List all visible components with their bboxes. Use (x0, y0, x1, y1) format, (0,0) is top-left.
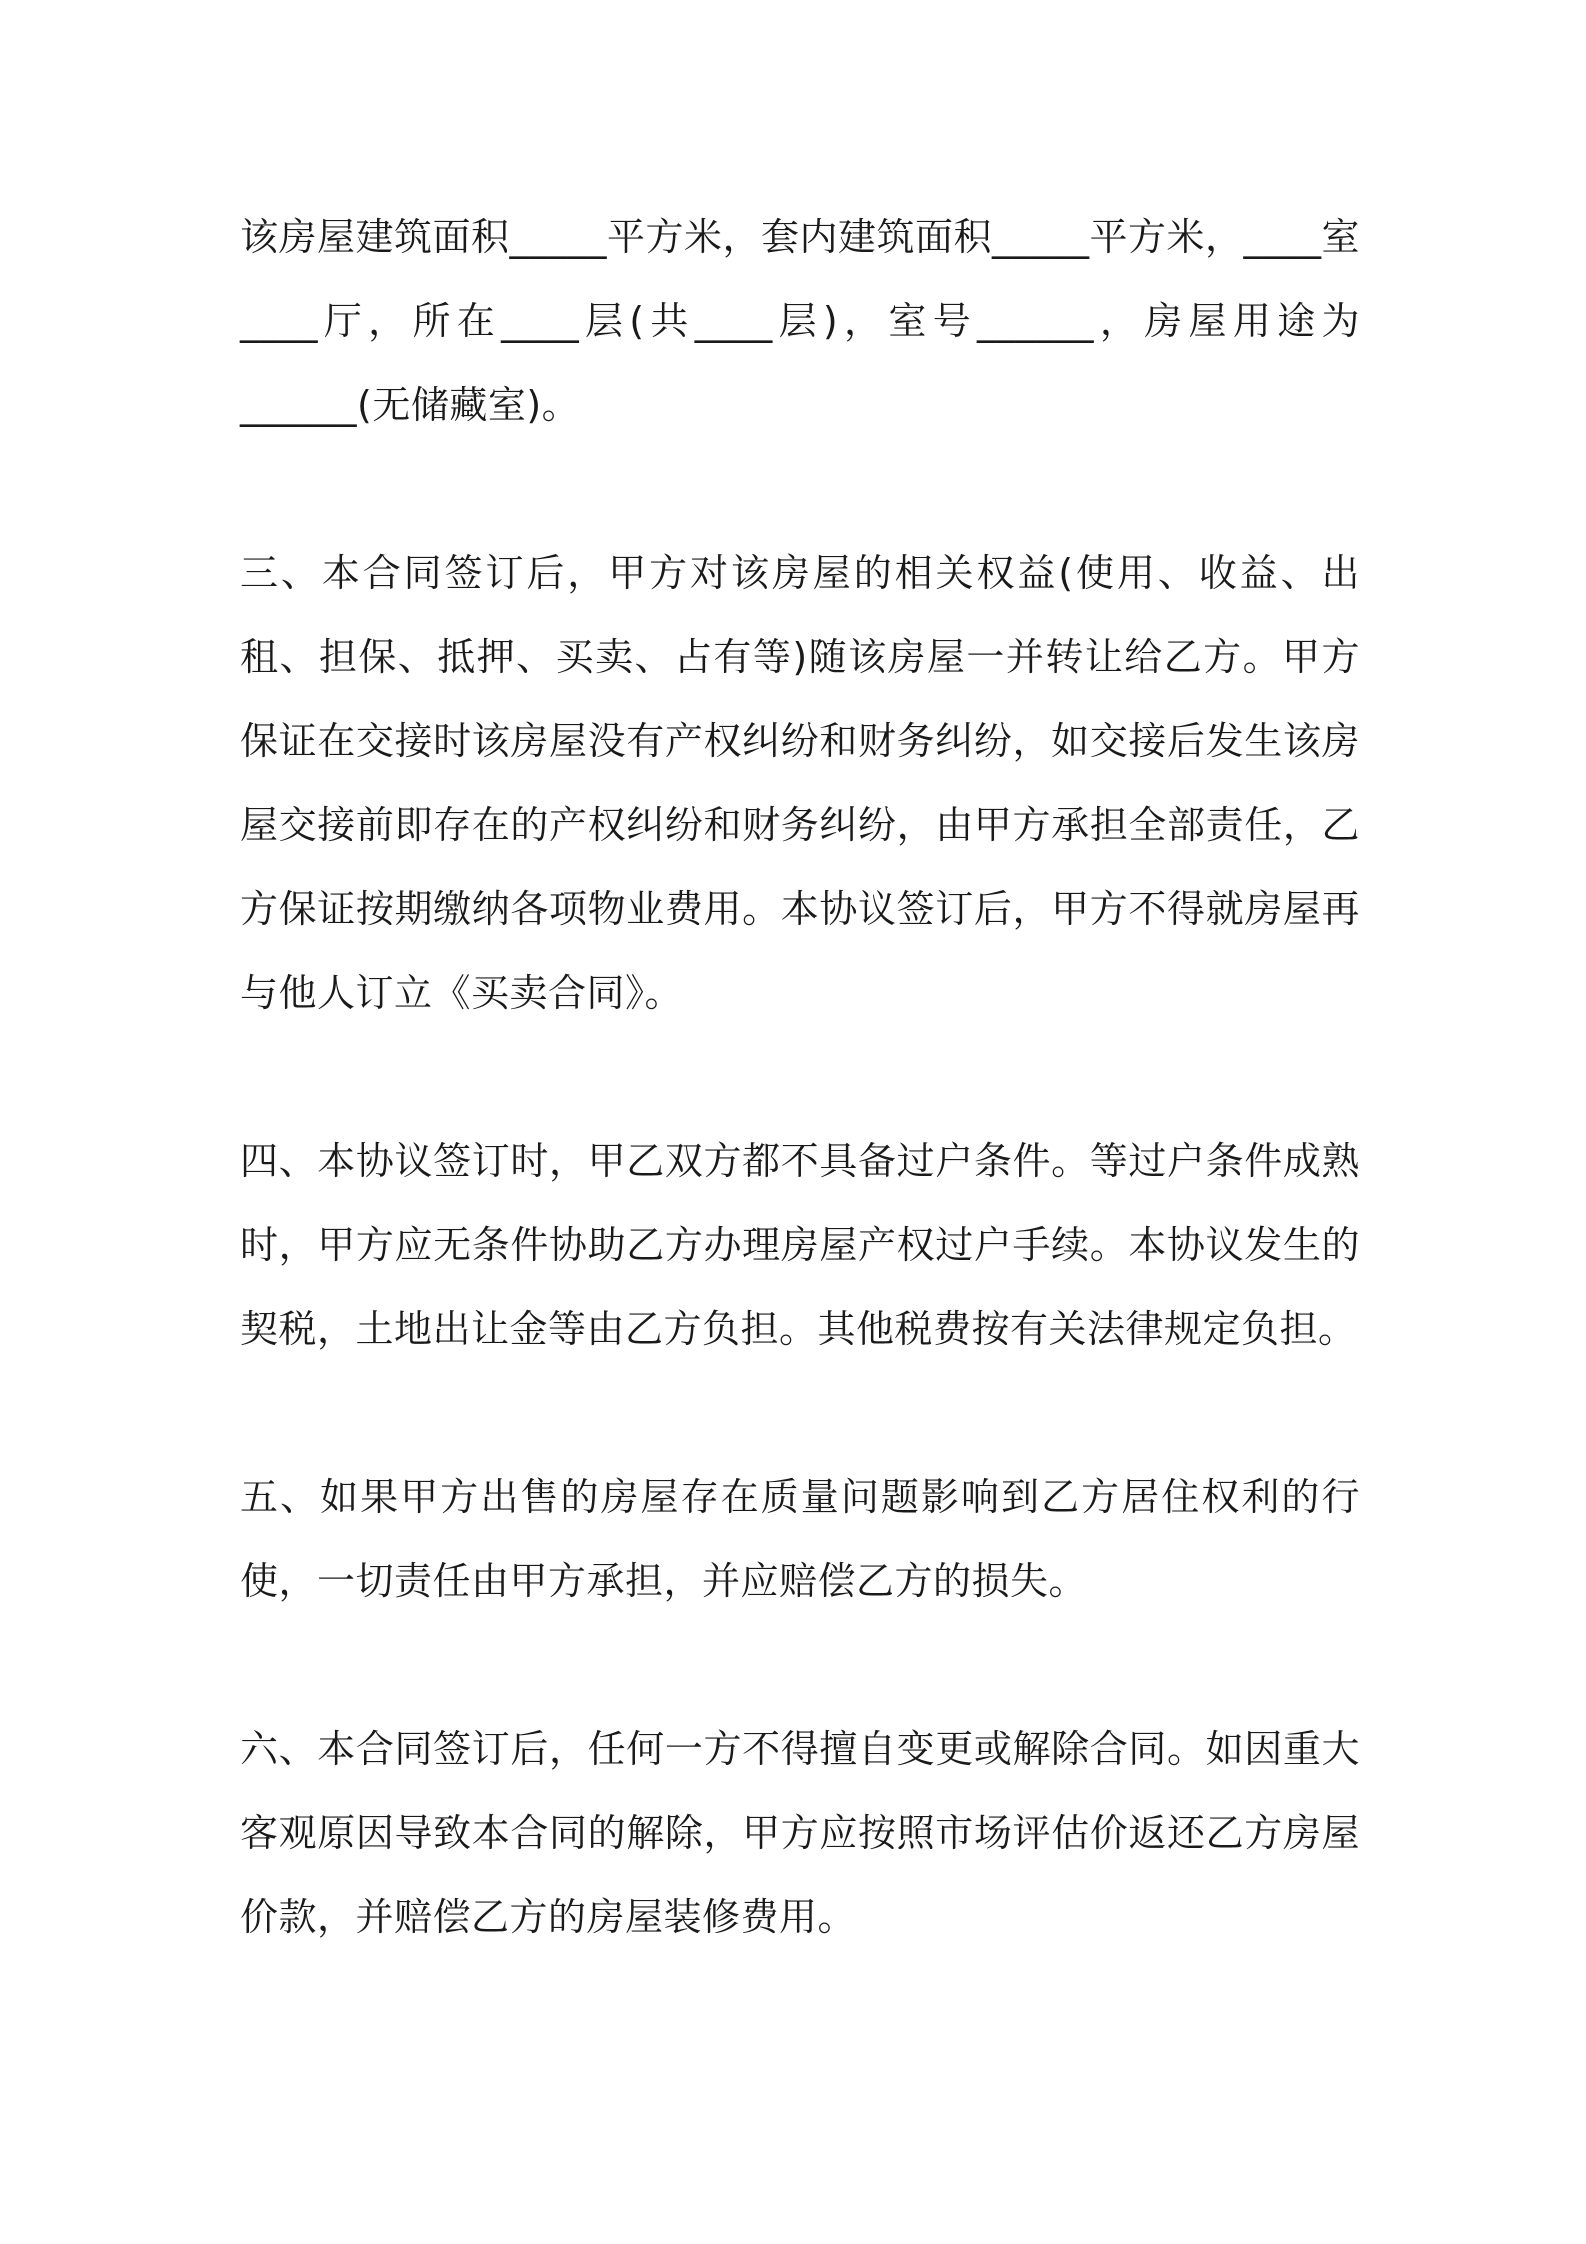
paragraph-clause-6: 六、本合同签订后，任何一方不得擅自变更或解除合同。如因重大客观原因导致本合同的解除，甲方应按照市场评估价返还乙方房屋价款，并赔偿乙方的房屋装修费用。 (240, 1727, 1360, 1939)
paragraph-clause-5: 五、如果甲方出售的房屋存在质量问题影响到乙方居住权利的行使，一切责任由甲方承担，并应赔偿乙方的损失。 (240, 1475, 1360, 1603)
paragraph-clause-4: 四、本协议签订时，甲乙双方都不具备过户条件。等过户条件成熟时，甲方应无条件协助乙方办理房屋产权过户手续。本协议发生的契税，土地出让金等由乙方负担。其他税费按有关法律规定负担。 (240, 1139, 1360, 1351)
paragraph-house-area: 该房屋建筑面积_____平方米，套内建筑面积_____平方米，____室____厅，所在____层(共____层)，室号______，房屋用途为______(无储藏室)。 (240, 215, 1361, 427)
paragraph-clause-3: 三、本合同签订后，甲方对该房屋的相关权益(使用、收益、出租、担保、抵押、买卖、占有等)随该房屋一并转让给乙方。甲方保证在交接时该房屋没有产权纠纷和财务纠纷，如交接后发生该房屋交接前即存在的产权纠纷和财务纠纷，由甲方承担全部责任，乙方保证按期缴纳各项物业费用。本协议签订后，甲方不得就房屋再与他人订立《买卖合同》。 (240, 551, 1360, 1015)
document-page (240, 195, 1360, 1959)
